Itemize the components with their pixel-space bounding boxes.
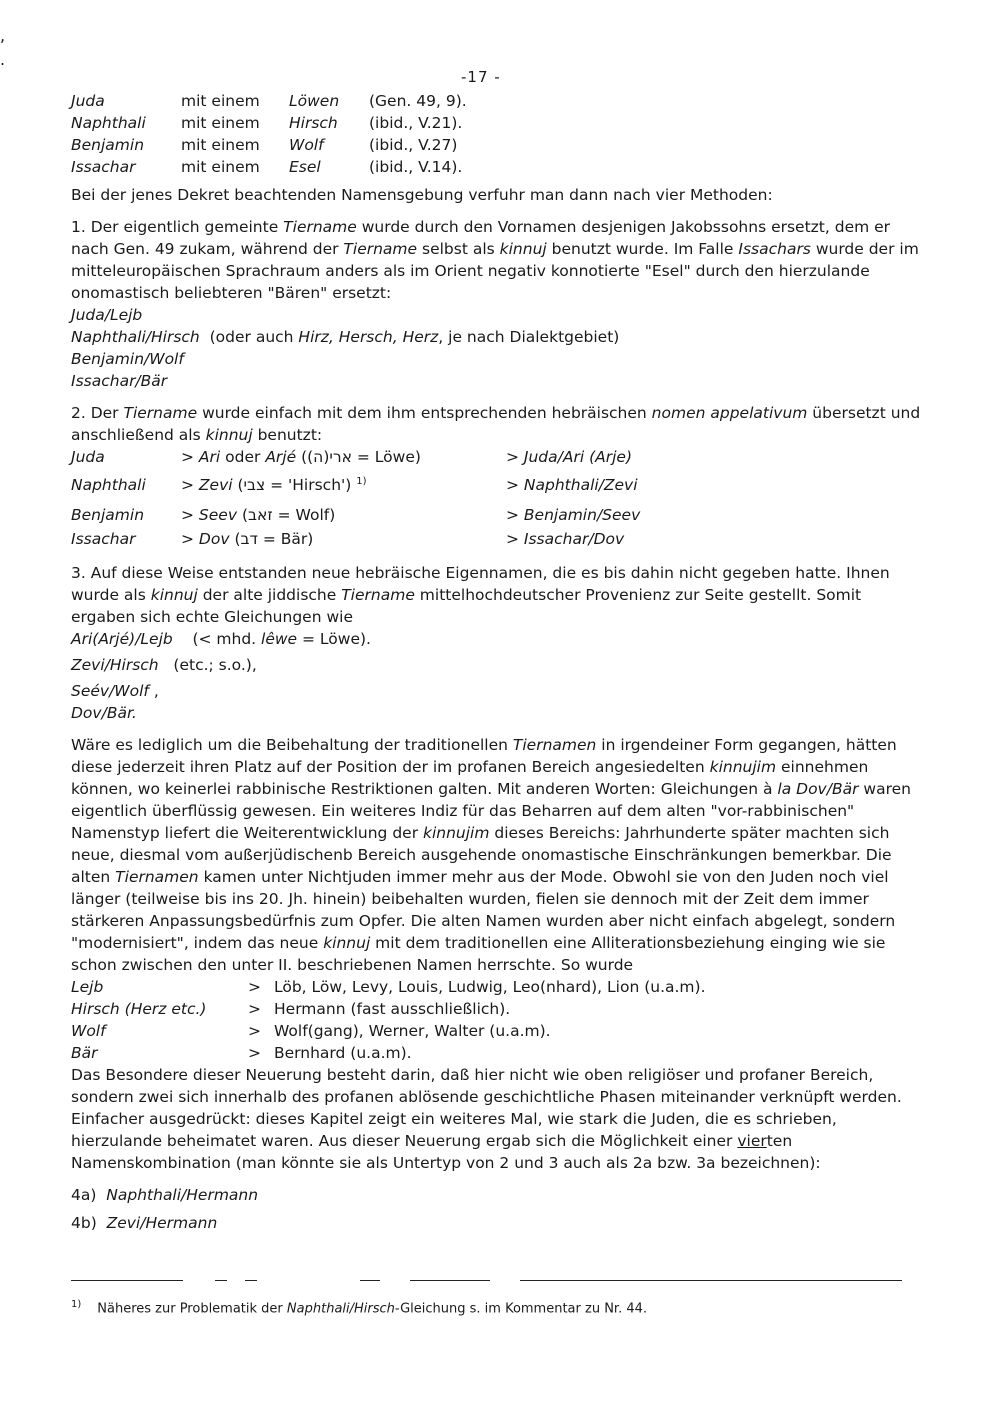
footnote-mark: 1) [71, 1299, 82, 1310]
footnote-separator [71, 1280, 183, 1281]
bible-reference: (Gen. 49, 9). [369, 92, 467, 110]
hebrew-name: > Seev (זאב = Wolf) [181, 506, 336, 524]
arrow: > [248, 1044, 261, 1062]
hebrew-name: > Dov (דב = Bär) [181, 530, 314, 548]
name-pair: Benjamin/Wolf [71, 350, 184, 368]
tribe-name: Issachar [71, 158, 136, 176]
equation: Zevi/Hirsch (etc.; s.o.), [71, 656, 257, 674]
animal-prefix: mit einem [181, 114, 260, 132]
tribe-name: Issachar [71, 530, 136, 548]
new-names: Löb, Löw, Levy, Louis, Ludwig, Leo(nhard), Lion (u.a.m). [274, 978, 706, 996]
scan-mark: , [0, 26, 6, 45]
animal-name: Esel [289, 158, 321, 176]
old-name: Lejb [71, 978, 104, 996]
arrow: > [248, 978, 261, 996]
list-item [71, 134, 921, 156]
list-item [71, 1020, 921, 1042]
animal-prefix: mit einem [181, 136, 260, 154]
old-name: Hirsch (Herz etc.) [71, 1000, 207, 1018]
equation: Seév/Wolf , [71, 682, 159, 700]
name-combination: > Naphthali/Zevi [506, 476, 638, 494]
footnote-separator [245, 1280, 257, 1281]
arrow: > [248, 1022, 261, 1040]
method-3-paragraph: 3. Auf diese Weise entstanden neue hebräische Eigennamen, die es bis dahin nicht gegeben hatte. Ihnen wurde als kinnuj der alte jiddische Tiername mittelhochdeutscher Provenienz zur Seite gestellt. Somit ergaben sich echte Gleichungen wie [71, 564, 890, 626]
equation: Dov/Bär. [71, 704, 137, 722]
name-variant-list [71, 976, 921, 1064]
name-combination: > Issachar/Dov [506, 530, 625, 548]
animal-prefix: mit einem [181, 158, 260, 176]
scan-mark: . [0, 50, 6, 69]
animal-name: Löwen [289, 92, 340, 110]
name-pair: Naphthali/Hirsch (oder auch Hirz, Hersch, Herz, je nach Dialektgebiet) [71, 328, 620, 346]
list-item [71, 112, 921, 134]
main-text [71, 90, 921, 1240]
footnote-separator [215, 1280, 227, 1281]
list-item [71, 998, 921, 1020]
new-names: Bernhard (u.a.m). [274, 1044, 412, 1062]
tribe-name: Juda [71, 92, 105, 110]
name-pair: Juda/Lejb [71, 306, 143, 324]
animal-name: Wolf [289, 136, 324, 154]
method-1-paragraph: 1. Der eigentlich gemeinte Tiername wurde durch den Vornamen desjenigen Jakobssohns ersetzt, dem er nach Gen. 49 zukam, während der Tiername selbst als kinnuj benutzt wurde. Im Falle Issachars wurde der im mitteleuropäischen Sprachraum anders als im Orient negativ konnotierte "Esel" durch den hierzulande onomastisch beliebteren "Bären" ersetzt: [71, 218, 919, 302]
footnote: $^{1)}$ Näheres zur Problematik der Naphthali/Hirsch-Gleichung s. im Kommentar zu Nr. 44. [71, 1299, 648, 1317]
animal-prefix: mit einem [181, 92, 260, 110]
footnote-separator [520, 1280, 902, 1281]
bible-reference: (ibid., V.14). [369, 158, 463, 176]
bible-reference: (ibid., V.27) [369, 136, 458, 154]
footnote-ref: 1) [356, 475, 367, 487]
tribe-name: Naphthali [71, 476, 146, 494]
tribe-name: Naphthali [71, 114, 146, 132]
arrow: > [248, 1000, 261, 1018]
list-item [71, 156, 921, 178]
equation: Ari(Arjé)/Lejb (< mhd. lêwe = Löwe). [71, 630, 371, 648]
list-item [71, 976, 921, 998]
hebrew-name: > Zevi (צבי = 'Hirsch') $^{1)}$ [181, 475, 367, 494]
name-combination: > Benjamin/Seev [506, 506, 641, 524]
footnote-separator [410, 1280, 490, 1281]
table-row [71, 446, 921, 470]
bible-reference: (ibid., V.21). [369, 114, 463, 132]
footnote-separator [360, 1280, 380, 1281]
translation-table [71, 446, 921, 552]
combination-4a: 4a) Naphthali/Hermann [71, 1186, 259, 1204]
method-2-paragraph: 2. Der Tiername wurde einfach mit dem ihm entsprechenden hebräischen nomen appelativum übersetzt und anschließend als kinnuj benutzt: [71, 404, 921, 444]
table-row [71, 528, 921, 552]
closing-paragraph: Das Besondere dieser Neuerung besteht darin, daß hier nicht wie oben religiöser und profaner Bereich, sondern zwei sich innerhalb des profanen ablösende geschichtliche Phasen miteinander verknüpft werden. Einfacher ausgedrückt: dieses Kapitel zeigt ein weiteres Mal, wie stark die Juden, die es schrieben, hierzulande beheimatet waren. Aus dieser Neuerung ergab sich die Möglichkeit einer vierten Namenskombination (man könnte sie als Untertyp von 2 und 3 auch als 2a bzw. 3a bezeichnen): [71, 1066, 902, 1172]
table-row [71, 504, 921, 528]
old-name: Bär [71, 1044, 98, 1062]
tribe-animal-list [71, 90, 921, 178]
list-item [71, 1042, 921, 1064]
new-names: Hermann (fast ausschließlich). [274, 1000, 511, 1018]
main-paragraph: Wäre es lediglich um die Beibehaltung der traditionellen Tiernamen in irgendeiner Form gegangen, hätten diese jederzeit ihren Platz auf der Position der im profanen Bereich angesiedelten kinnujim einnehmen können, wo keinerlei rabbinische Restriktionen galten. Mit anderen Worten: Gleichungen à la Dov/Bär waren eigentlich überflüssig gewesen. Ein weiteres Indiz für das Beharren auf dem alten "vor-rabbinischen" Namenstyp liefert die Weiterentwicklung der kinnujim dieses Bereichs: Jahrhunderte später machten sich neue, diesmal vom außerjüdischenb Bereich ausgehende onomastische Einschränkungen bemerkbar. Die alten Tiernamen kamen unter Nichtjuden immer mehr aus der Mode. Obwohl sie von den Juden noch viel länger (teilweise bis ins 20. Jh. hinein) beibehalten wurden, fielen sie dennoch mit der Zeit dem immer stärkeren Anpassungsbedürfnis zum Opfer. Die alten Namen wurden aber nicht einfach abgelegt, sondern "modernisiert", indem das neue kinnuj mit dem traditionellen eine Alliterationsbeziehung einging wie sie schon zwischen den unter II. beschriebenen Namen herrschte. So wurde [71, 736, 911, 974]
combination-4b: 4b) Zevi/Hermann [71, 1214, 218, 1232]
tribe-name: Juda [71, 448, 105, 466]
intro-paragraph: Bei der jenes Dekret beachtenden Namensgebung verfuhr man dann nach vier Methoden: [71, 186, 773, 204]
name-combination: > Juda/Ari (Arje) [506, 448, 632, 466]
tribe-name: Benjamin [71, 136, 145, 154]
name-pair: Issachar/Bär [71, 372, 168, 390]
page-number: -17 - [461, 68, 501, 86]
tribe-name: Benjamin [71, 506, 145, 524]
hebrew-name: > Ari oder Arjé ((ה)ארי = Löwe) [181, 448, 421, 466]
new-names: Wolf(gang), Werner, Walter (u.a.m). [274, 1022, 551, 1040]
animal-name: Hirsch [289, 114, 338, 132]
table-row [71, 470, 921, 504]
old-name: Wolf [71, 1022, 106, 1040]
list-item [71, 90, 921, 112]
